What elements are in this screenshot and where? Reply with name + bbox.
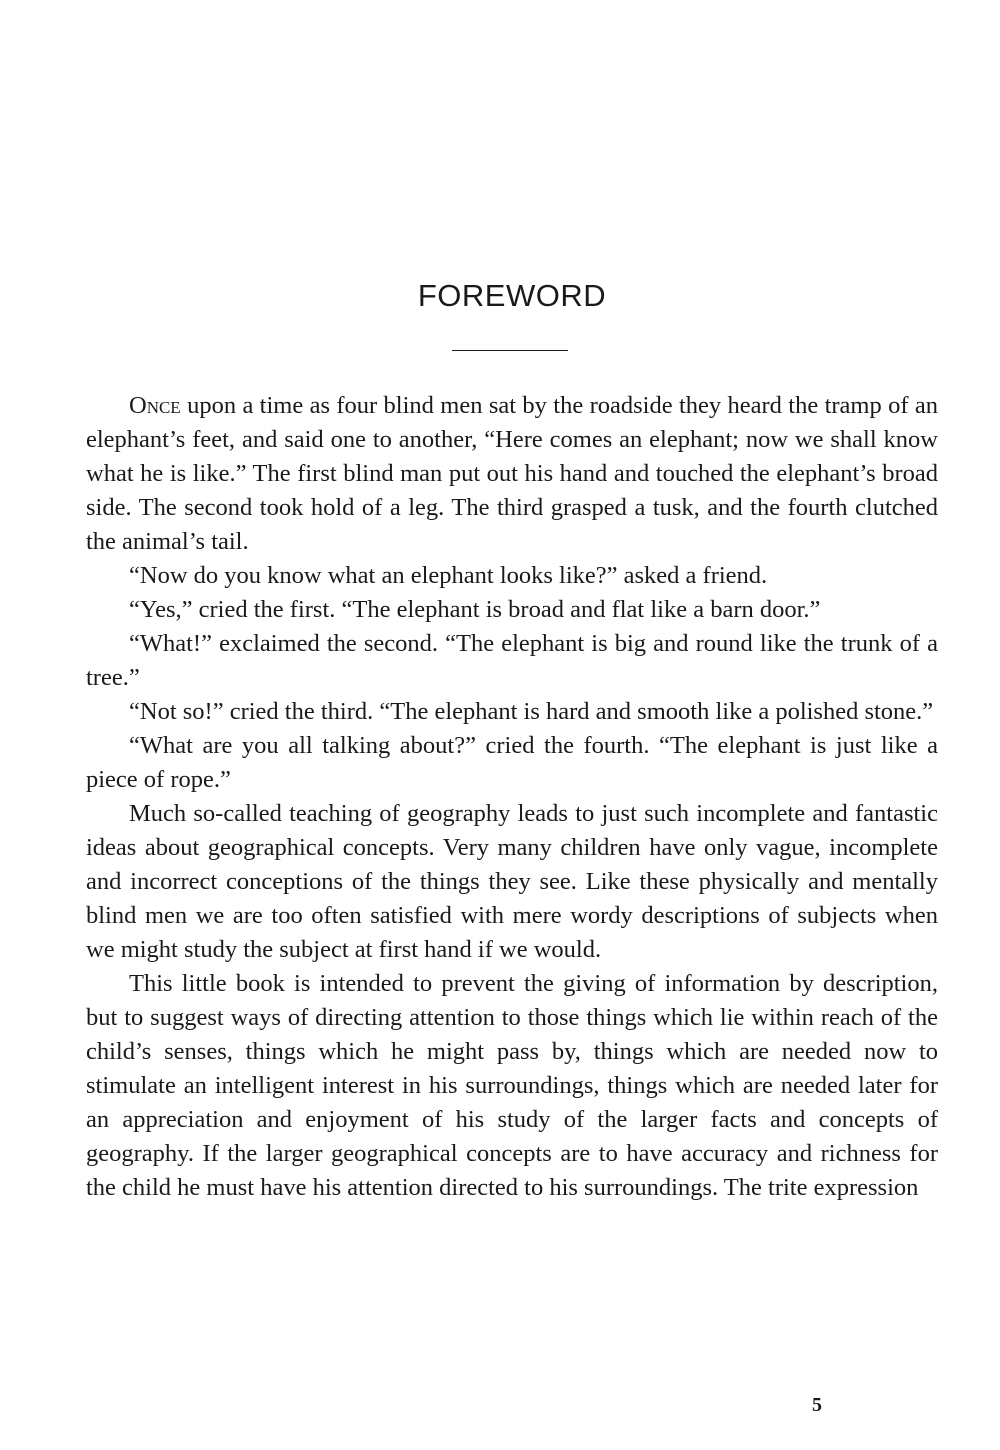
paragraph-text: upon a time as four blind men sat by the roadside they heard the tramp of an elephant’s feet, and said one to another, “Here comes an elephant; now we shall know what he is like.” The first blind man put out his hand and touched the elephant’s broad side. The second took hold of a leg. The third grasped a tusk, and the fourth clutched the animal’s tail. [86,392,938,555]
heading-rule [452,350,568,351]
chapter-heading: FOREWORD [417,278,607,313]
paragraph-7: Much so-called teaching of geography leads to just such incomplete and fantastic ideas about geographical concepts. Very many children have only vague, incomplete and incorrect conceptions of the things they see. Like these physically and mentally blind men we are too often satisfied with mere wordy descriptions of subjects when we might study the subject at first hand if we would. [86,800,938,963]
paragraph-4: “What!” exclaimed the second. “The elephant is big and round like the trunk of a tree.” [86,630,938,691]
paragraph-2: “Now do you know what an elephant looks like?” asked a friend. [129,562,768,589]
paragraph-3: “Yes,” cried the first. “The elephant is broad and flat like a barn door.” [129,596,821,623]
paragraph-5: “Not so!” cried the third. “The elephant is hard and smooth like a polished stone.” [129,698,934,725]
paragraph-1 [86,389,938,559]
paragraph-8: This little book is intended to prevent the giving of information by description, but to suggest ways of directing attention to those things which lie within reach of the child’s senses, things which he might pass by, things which are needed now to stimulate an intelligent interest in his surroundings, things which are needed later for an appreciation and enjoyment of his study of the larger facts and concepts of geography. If the larger geographical concepts are to have accuracy and richness for the child he must have his attention directed to his surroundings. The trite expression [86,970,938,1201]
paragraph-6: “What are you all talking about?” cried the fourth. “The elephant is just like a piece of rope.” [86,732,938,793]
page-number: 5 [812,1394,822,1416]
foreword-body [86,389,938,1205]
paragraph-lead-word: Once [129,392,181,419]
